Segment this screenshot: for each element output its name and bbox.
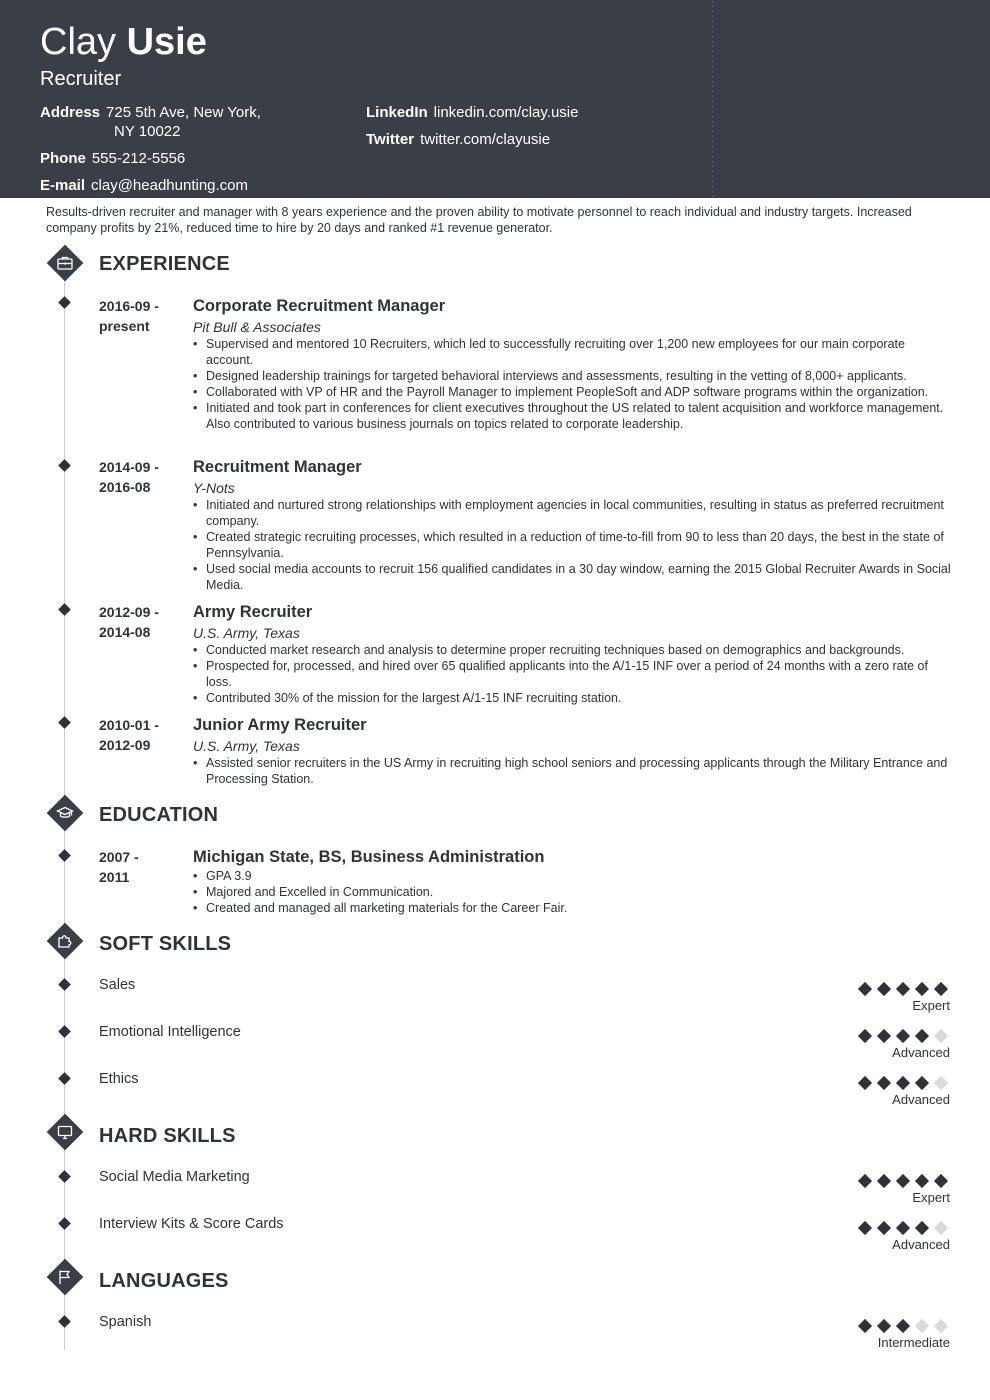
candidate-role: Recruiter <box>40 68 122 90</box>
job-date <box>99 715 179 755</box>
rating-diamond-filled <box>877 1076 891 1090</box>
job-company: U.S. Army, Texas <box>193 625 300 641</box>
rating-diamond-filled <box>934 982 948 996</box>
graduation-cap-icon <box>47 795 83 831</box>
first-name: Clay <box>40 21 117 63</box>
timeline-dot <box>58 1217 71 1230</box>
rating-diamond-filled <box>858 1221 872 1235</box>
rating-diamond-filled <box>896 1029 910 1043</box>
job-title: Junior Army Recruiter <box>193 716 367 734</box>
resume-header <box>0 0 990 198</box>
rating-diamond-empty <box>915 1319 929 1333</box>
contact-linkedin <box>366 103 578 122</box>
rating-diamonds <box>850 1318 950 1334</box>
flag-icon <box>47 1259 83 1295</box>
rating-diamond-filled <box>915 982 929 996</box>
twitter-label: Twitter <box>366 131 415 148</box>
rating-diamonds <box>850 1220 950 1236</box>
date-start: 2012-09 - <box>99 604 159 620</box>
skill-name: Emotional Intelligence <box>99 1024 241 1040</box>
job-title: Army Recruiter <box>193 603 313 621</box>
job-bullets <box>193 497 953 593</box>
address-label: Address <box>40 104 101 121</box>
puzzle-piece-icon <box>47 923 83 959</box>
skill-level: Expert <box>912 998 950 1013</box>
date-start: 2007 - <box>99 849 139 865</box>
skill-level: Advanced <box>892 1237 950 1252</box>
list-item: • Created and managed all marketing materials for the Career Fair. <box>193 900 953 916</box>
rating-diamonds <box>850 981 950 997</box>
rating-diamonds <box>850 1173 950 1189</box>
rating-diamonds <box>850 1075 950 1091</box>
job-date <box>99 602 179 642</box>
linkedin-value[interactable]: linkedin.com/clay.usie <box>433 104 579 121</box>
phone-value: 555-212-5556 <box>91 150 186 167</box>
education-date <box>99 847 179 887</box>
list-item: • Assisted senior recruiters in the US Army in recruiting high school seniors and processing applicants through the Military Entrance and Processing Station. <box>193 755 953 787</box>
date-end: present <box>99 318 150 334</box>
timeline-dot <box>58 849 71 862</box>
skill-name: Social Media Marketing <box>99 1169 250 1185</box>
rating-diamond-filled <box>858 1029 872 1043</box>
date-end: 2014-08 <box>99 624 151 640</box>
date-end: 2012-09 <box>99 737 151 753</box>
list-item: • Supervised and mentored 10 Recruiters, which led to successfully recruiting over 1,200 new employees for our main corporate account. <box>193 336 953 368</box>
date-start: 2016-09 - <box>99 298 159 314</box>
candidate-name <box>40 20 207 64</box>
job-title: Corporate Recruitment Manager <box>193 297 446 315</box>
job-date <box>99 296 179 336</box>
language-name: Spanish <box>99 1314 152 1330</box>
rating-diamond-filled <box>896 1319 910 1333</box>
list-item: • Majored and Excelled in Communication. <box>193 884 953 900</box>
email-label: E-mail <box>40 177 86 194</box>
education-degree: Michigan State, BS, Business Administration <box>193 848 545 866</box>
rating-diamond-empty <box>934 1319 948 1333</box>
rating-diamond-filled <box>858 1174 872 1188</box>
rating-diamond-filled <box>858 982 872 996</box>
skill-level: Advanced <box>892 1092 950 1107</box>
linkedin-label: LinkedIn <box>366 104 428 121</box>
job-bullets <box>193 642 953 706</box>
timeline-dot <box>58 296 71 309</box>
twitter-value[interactable]: twitter.com/clayusie <box>420 131 551 148</box>
list-item: • Initiated and nurtured strong relationships with employment agencies in local communities, resulting in status as preferred recruitment company. <box>193 497 953 529</box>
experience-title: EXPERIENCE <box>99 253 230 275</box>
education-bullets <box>193 868 953 916</box>
skill-level: Advanced <box>892 1045 950 1060</box>
job-bullets <box>193 755 953 787</box>
phone-label: Phone <box>40 150 86 167</box>
date-start: 2014-09 - <box>99 459 159 475</box>
rating-diamond-filled <box>915 1076 929 1090</box>
job-company: Y-Nots <box>193 480 235 496</box>
contact-email <box>40 176 248 195</box>
timeline-dot <box>58 716 71 729</box>
soft-skills-title: SOFT SKILLS <box>99 933 232 955</box>
list-item: • Conducted market research and analysis to determine proper recruiting techniques based on demographics and backgrounds. <box>193 642 953 658</box>
rating-diamond-empty <box>934 1221 948 1235</box>
language-level: Intermediate <box>877 1335 950 1350</box>
rating-diamond-filled <box>877 1029 891 1043</box>
list-item: • Contributed 30% of the mission for the largest A/1-15 INF recruiting station. <box>193 690 953 706</box>
rating-diamond-filled <box>896 1076 910 1090</box>
timeline-dot <box>58 459 71 472</box>
rating-diamond-filled <box>858 1076 872 1090</box>
rating-diamond-filled <box>858 1319 872 1333</box>
address-line1: 725 5th Ave, New York, <box>106 104 261 121</box>
rating-diamonds <box>850 1028 950 1044</box>
job-title: Recruitment Manager <box>193 458 362 476</box>
job-bullets <box>193 336 953 432</box>
date-start: 2010-01 - <box>99 717 159 733</box>
rating-diamond-empty <box>934 1029 948 1043</box>
timeline-dot <box>58 1025 71 1038</box>
summary: Results-driven recruiter and manager with 8 years experience and the proven ability to motivate personnel to reach individual and industry targets. Increased company profits by 21%, reduced time to hire by 20 days and ranked #1 revenue generator. <box>46 205 912 235</box>
rating-diamond-filled <box>915 1174 929 1188</box>
email-value[interactable]: clay@headhunting.com <box>91 177 249 194</box>
timeline-dot <box>58 603 71 616</box>
address-line2: NY 10022 <box>114 123 181 140</box>
rating-diamond-filled <box>877 1221 891 1235</box>
timeline-dot <box>58 1072 71 1085</box>
list-item: • Collaborated with VP of HR and the Payroll Manager to implement PeopleSoft and ADP software programs within the organization. <box>193 384 953 400</box>
header-fold-line <box>712 0 713 198</box>
timeline-dot <box>58 1170 71 1183</box>
hard-skills-title: HARD SKILLS <box>99 1125 236 1147</box>
job-company: Pit Bull & Associates <box>193 319 321 335</box>
rating-diamond-filled <box>934 1174 948 1188</box>
skill-level: Expert <box>912 1190 950 1205</box>
monitor-icon <box>47 1114 83 1150</box>
date-end: 2016-08 <box>99 479 151 495</box>
list-item: • Created strategic recruiting processes, which resulted in a reduction of time-to-fill from 90 to less than 20 days, the best in the state of Pennsylvania. <box>193 529 953 561</box>
address-value <box>106 103 261 141</box>
languages-title: LANGUAGES <box>99 1270 229 1292</box>
skill-name: Interview Kits & Score Cards <box>99 1216 284 1232</box>
rating-diamond-filled <box>915 1221 929 1235</box>
rating-diamond-empty <box>934 1076 948 1090</box>
list-item: • Prospected for, processed, and hired over 65 qualified applicants into the A/1-15 INF over a period of 24 months with a zero rate of loss. <box>193 658 953 690</box>
list-item: • Used social media accounts to recruit 156 qualified candidates in a 30 day window, earning the 2015 Global Recruiter Awards in Social Media. <box>193 561 953 593</box>
list-item: • GPA 3.9 <box>193 868 953 884</box>
skill-name: Ethics <box>99 1071 139 1087</box>
date-end: 2011 <box>99 869 130 885</box>
contact-phone <box>40 149 185 168</box>
skill-name: Sales <box>99 977 136 993</box>
job-company: U.S. Army, Texas <box>193 738 300 754</box>
rating-diamond-filled <box>915 1029 929 1043</box>
contact-address <box>40 103 261 141</box>
education-title: EDUCATION <box>99 804 219 826</box>
job-date <box>99 457 179 497</box>
rating-diamond-filled <box>877 1174 891 1188</box>
timeline-dot <box>58 1315 71 1328</box>
rating-diamond-filled <box>877 982 891 996</box>
contact-twitter <box>366 130 550 149</box>
rating-diamond-filled <box>896 1221 910 1235</box>
briefcase-icon <box>47 245 83 281</box>
list-item: • Designed leadership trainings for targeted behavioral interviews and assessments, resulting in the vetting of 8,000+ applicants. <box>193 368 953 384</box>
rating-diamond-filled <box>877 1319 891 1333</box>
list-item: • Initiated and took part in conferences for client executives throughout the US related to talent acquisition and workforce management. Also contributed to various business journals on topics related to corporate leadership. <box>193 400 953 432</box>
timeline-dot <box>58 978 71 991</box>
last-name: Usie <box>126 21 207 63</box>
rating-diamond-filled <box>896 982 910 996</box>
rating-diamond-filled <box>896 1174 910 1188</box>
